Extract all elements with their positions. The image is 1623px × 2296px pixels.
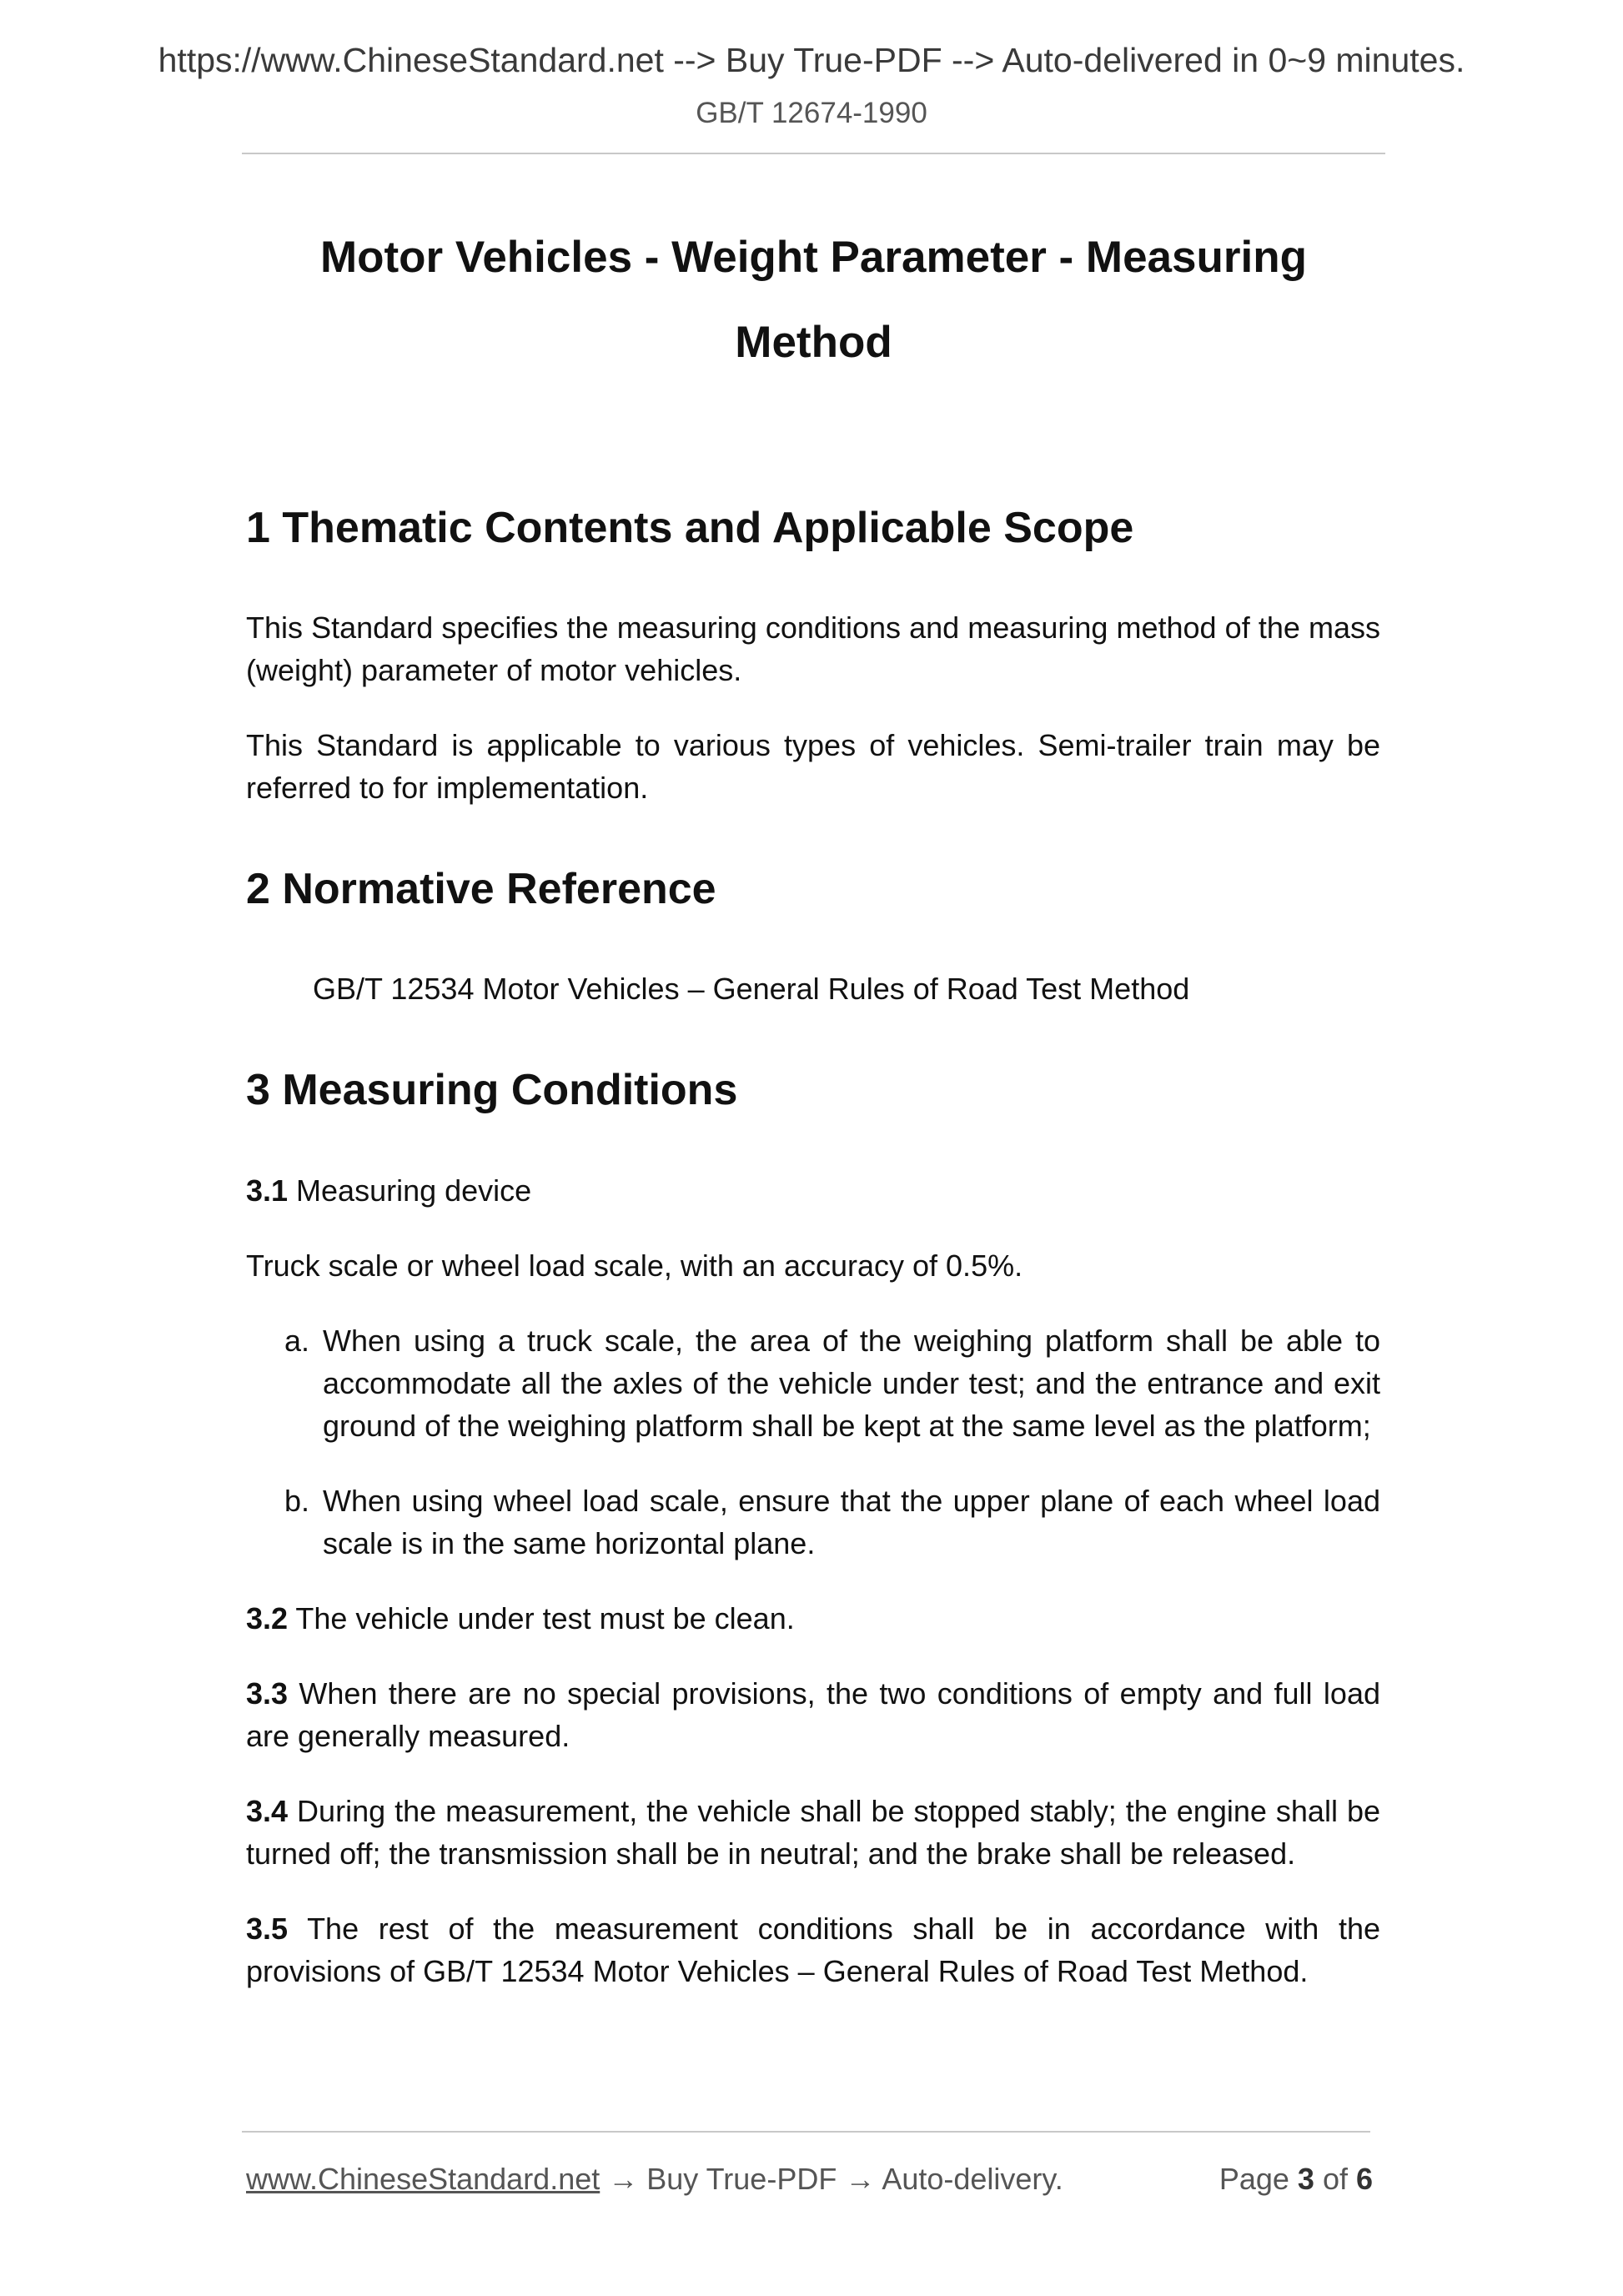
clause-3-5-number: 3.5: [246, 1911, 289, 1946]
page-indicator: [1219, 2162, 1373, 2197]
section-1-paragraph-1: This Standard specifies the measuring conditions and measuring method of the mass (weight) parameter of motor vehicles.: [246, 610, 1380, 688]
page-current: 3: [1297, 2162, 1314, 2196]
page-of-label: of: [1314, 2162, 1356, 2196]
section-1-heading: 1 Thematic Contents and Applicable Scope: [246, 504, 1134, 552]
normative-reference-item: GB/T 12534 Motor Vehicles – General Rules of Road Test Method: [313, 972, 1190, 1007]
footer-promo: [246, 2162, 1063, 2197]
list-item-a: [284, 1319, 1380, 1447]
clause-3-1-body: Truck scale or wheel load scale, with an accuracy of 0.5%.: [246, 1248, 1023, 1283]
page-label: Page: [1219, 2162, 1298, 2196]
clause-3-3: [246, 1672, 1380, 1757]
clause-3-4-number: 3.4: [246, 1793, 289, 1828]
clause-3-5-text: The rest of the measurement conditions shall be in accordance with the provisions of GB/T 12534 Motor Vehicles – General Rules of Road Test Method.: [246, 1911, 1380, 1988]
clause-3-4-text: During the measurement, the vehicle shall be stopped stably; the engine shall be turned off; the transmission shall be in neutral; and the brake shall be released.: [246, 1793, 1380, 1871]
clause-3-1: [246, 1169, 1380, 1212]
clause-3-5: [246, 1907, 1380, 1992]
document-title-line-2: Method: [735, 318, 892, 367]
list-item-b-text: When using wheel load scale, ensure that the upper plane of each wheel load scale is in the same horizontal plane.: [323, 1483, 1380, 1560]
document-title: [242, 215, 1385, 385]
page-total: 6: [1355, 2162, 1373, 2196]
header-standard-code: GB/T 12674-1990: [696, 97, 927, 129]
document-title-line-1: Motor Vehicles - Weight Parameter - Measuring: [320, 233, 1307, 282]
list-item-a-marker: a.: [284, 1323, 310, 1358]
clause-3-4: [246, 1790, 1380, 1875]
section-3-heading: 3 Measuring Conditions: [246, 1066, 738, 1115]
clause-3-3-text: When there are no special provisions, the two conditions of empty and full load are generally measured.: [246, 1676, 1380, 1753]
section-1-paragraph-2: This Standard is applicable to various types of vehicles. Semi-trailer train may be referred to for implementation.: [246, 728, 1380, 806]
section-2-heading: 2 Normative Reference: [246, 865, 716, 914]
list-item-b: [284, 1480, 1380, 1565]
document-body: [246, 505, 1380, 2025]
clause-3-2-number: 3.2: [246, 1600, 289, 1635]
header-divider: [242, 153, 1385, 154]
header-url-banner[interactable]: https://www.ChineseStandard.net --> Buy True-PDF --> Auto-delivered in 0~9 minutes.: [158, 41, 1465, 79]
footer-divider: [242, 2131, 1370, 2133]
clause-3-1-number: 3.1: [246, 1173, 289, 1208]
clause-3-1-text: Measuring device: [288, 1173, 532, 1208]
clause-3-3-number: 3.3: [246, 1676, 289, 1711]
list-item-a-text: When using a truck scale, the area of the weighing platform shall be able to accommodate all the axles of the vehicle under test; and the entrance and exit ground of the weighing platform shall be kept at the same level as the platform;: [323, 1323, 1380, 1443]
clause-3-2-text: The vehicle under test must be clean.: [288, 1600, 795, 1635]
footer-site-link[interactable]: www.ChineseStandard.net: [246, 2162, 600, 2196]
clause-3-2: [246, 1597, 1380, 1640]
list-item-b-marker: b.: [284, 1483, 310, 1518]
footer-promo-text: → Buy True-PDF → Auto-delivery.: [600, 2162, 1063, 2196]
